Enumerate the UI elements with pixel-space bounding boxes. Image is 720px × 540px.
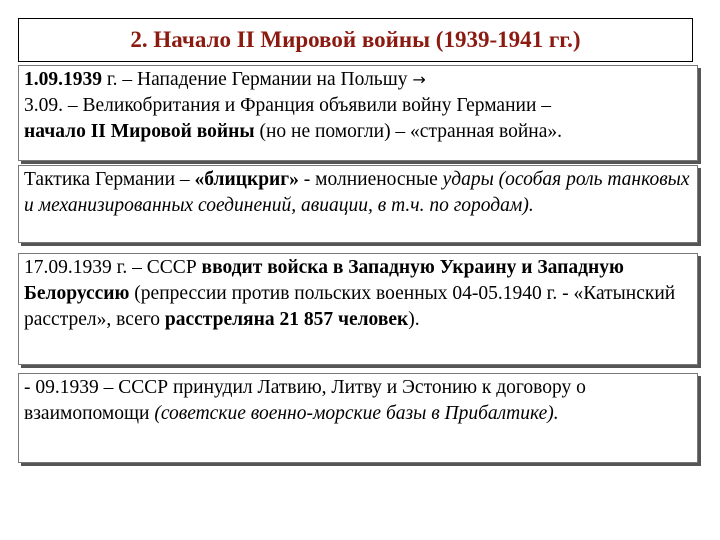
content-area [18, 63, 704, 463]
slide-title: 2. Начало II Мировой войны (1939-1941 гг.) [18, 18, 693, 62]
text-block-1 [18, 65, 698, 161]
paragraph [24, 167, 692, 219]
text-span: - 09.1939 – СССР принудил Латвию, Литву и Эстонию к договору о взаимопомощи [24, 377, 586, 424]
text-block-3 [18, 253, 698, 365]
paragraph [24, 119, 692, 145]
text-span: г. – Нападение Германии на Польшу [102, 69, 413, 90]
bold-text: расстреляна 21 857 человек [164, 309, 409, 330]
text-span: Тактика Германии – [24, 169, 195, 190]
text-span: (репрессии против польских военных 04-05.1940 г. - «Катынский расстрел», всего [24, 283, 676, 330]
bold-text: начало II Мировой войны [24, 121, 255, 142]
right-arrow-icon: → [412, 70, 426, 89]
paragraph [24, 255, 692, 333]
bold-text: «блицкриг» [194, 169, 299, 190]
text-span: ). [408, 309, 420, 330]
bold-text: вводит войска в Западную Украину и Западную Белоруссию [24, 257, 624, 304]
italic-text: удары (особая роль танковых и механизированных соединений, авиации, в т.ч. по городам). [24, 169, 690, 216]
italic-text: (советские военно-морские базы в Прибалтике). [154, 403, 559, 424]
text-span: - молниеносные [298, 169, 443, 190]
paragraph [24, 93, 692, 119]
date-text: 1.09.1939 [24, 69, 102, 90]
text-span: (но не помогли) – «странная война». [254, 121, 562, 142]
text-span: 17.09.1939 г. – СССР [24, 257, 202, 278]
paragraph [24, 67, 692, 93]
text-span: 3.09. – Великобритания и Франция объявили войну Германии – [24, 95, 552, 116]
text-block-2 [18, 165, 698, 243]
text-block-4 [18, 373, 698, 463]
paragraph [24, 375, 692, 427]
